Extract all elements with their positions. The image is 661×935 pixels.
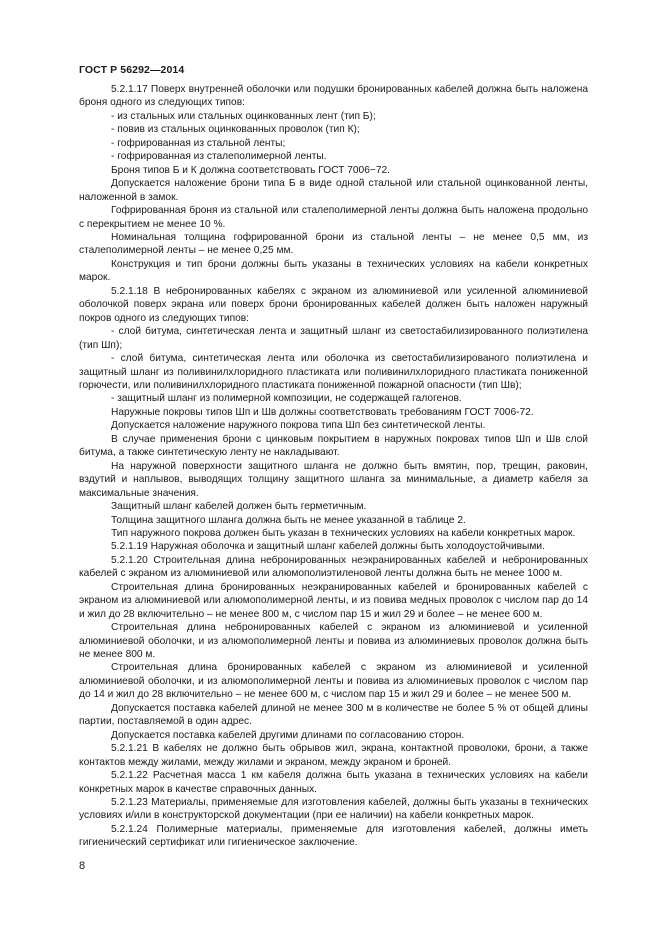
list-item-cover-halogen-free: - защитный шланг из полимерной композиции, не содержащей галогенов. <box>111 393 462 405</box>
document-body <box>79 83 588 850</box>
paragraph-armor-thickness: Номинальная толщина гофрированной брони из стальной ленты – не менее 0,5 мм, из сталеполимерной ленты – не менее 0,25 мм. <box>79 231 588 257</box>
paragraph-armor-spec: Конструкция и тип брони должны быть указаны в технических условиях на кабели конкретных марок. <box>79 258 588 284</box>
page-number: 8 <box>79 860 86 872</box>
paragraph-cover-spec: Тип наружного покрова должен быть указан в технических условиях на кабели конкретных марок. <box>111 527 576 539</box>
paragraph-sheath-surface: На наружной поверхности защитного шланга не должно быть вмятин, пор, трещин, раковин, вздутий и наплывов, выводящих толщину защитного шланга за минимальные, а диаметр кабеля за максимальные значения. <box>79 460 588 499</box>
paragraph-5-2-1-20: 5.2.1.20 Строительная длина небронированных неэкранированных кабелей и небронированных кабелей с экраном из алюминиевой или алюмополиэтиленовой ленты должна быть не менее 1000 м. <box>79 554 588 580</box>
paragraph-5-2-1-18: 5.2.1.18 В небронированных кабелях с экраном из алюминиевой или усиленной алюминиевой оболочкой поверх экрана или поверх брони бронированных кабелей должен быть наложен наружный покров одного из следующих типов: <box>79 285 588 324</box>
paragraph-armor-standard: Броня типов Б и К должна соответствовать ГОСТ 7006−72. <box>111 164 390 176</box>
list-item-armor-corrugated-steel: - гофрированная из стальной ленты; <box>111 137 286 149</box>
paragraph-5-2-1-17: 5.2.1.17 Поверх внутренней оболочки или подушки бронированных кабелей должна быть наложена броня одного из следующих типов: <box>79 84 588 109</box>
list-item-cover-shv: - слой битума, синтетическая лента или оболочка из светостабилизированого полиэтилена и защитный шланг из поливинилхлоридного пластиката или поливинилхлоридного пластиката пониженной горючести, или поливинилхлоридного пластиката пониженной пожарной опасности (тип Шв); <box>79 353 588 391</box>
paragraph-5-2-1-24: 5.2.1.24 Полимерные материалы, применяемые для изготовления кабелей, должны иметь гигиенический сертификат или гигиеническое заключение. <box>79 823 588 849</box>
paragraph-armor-overlap: Гофрированная броня из стальной или сталеполимерной ленты должна быть наложена продольно с перекрытием не менее 10 %. <box>79 205 588 230</box>
list-item-armor-wire: - повив из стальных оцинкованных проволок (тип К); <box>111 124 360 136</box>
paragraph-cover-zinc: В случае применения брони с цинковым покрытием в наружных покровах типов Шп и Шв слой битума, а также синтетическую ленту не накладывают. <box>79 433 588 459</box>
paragraph-armor-single-tape: Допускается наложение брони типа Б в виде одной стальной или стальной оцинкованной ленты, наложенной в замок. <box>79 178 588 203</box>
paragraph-length-armored: Строительная длина бронированных неэкранированных кабелей и бронированных кабелей с экраном из алюминиевой или алюмополимерной ленты, и из повива медных проволок с числом пар до 14 и жил до 28 включительно – не менее 800 м, с числом пар 15 и жил 29 и более – не менее 600 м. <box>79 581 588 620</box>
paragraph-5-2-1-23: 5.2.1.23 Материалы, применяемые для изготовления кабелей, должны быть указаны в технических условиях и/или в конструкторской документации (при ее наличии) на кабели конкретных марок. <box>79 797 588 822</box>
paragraph-5-2-1-22: 5.2.1.22 Расчетная масса 1 км кабеля должна быть указана в технических условиях на кабели конкретных марок в качестве справочных данных. <box>79 770 588 795</box>
paragraph-sheath-thickness: Толщина защитного шланга должна быть не менее указанной в таблице 2. <box>111 514 466 526</box>
list-item-armor-corrugated-steelpolymer: - гофрированная из сталеполимерной ленты. <box>111 151 327 163</box>
paragraph-cover-standard: Наружные покровы типов Шп и Шв должны соответствовать требованиям ГОСТ 7006-72. <box>111 406 534 418</box>
paragraph-length-unarmored-screened: Строительная длина небронированных кабелей с экраном из алюминиевой и усиленной алюминиевой оболочки, и из алюмополимерной ленты и повива из алюминиевых проволок должна быть не менее 800 м. <box>79 622 588 661</box>
paragraph-sheath-hermetic: Защитный шланг кабелей должен быть герметичным. <box>111 501 367 513</box>
paragraph-cover-no-tape: Допускается наложение наружного покрова типа Шп без синтетической ленты. <box>111 420 486 432</box>
list-item-cover-shp: - слой битума, синтетическая лента и защитный шланг из светостабилизированного полиэтилена (тип Шп); <box>79 326 588 351</box>
document-header: ГОСТ Р 56292—2014 <box>79 64 185 76</box>
paragraph-5-2-1-19: 5.2.1.19 Наружная оболочка и защитный шланг кабелей должны быть холодоустойчивыми. <box>111 541 545 553</box>
paragraph-length-other: Допускается поставка кабелей другими длинами по согласованию сторон. <box>111 729 465 741</box>
paragraph-length-short: Допускается поставка кабелей длиной не менее 300 м в количестве не более 5 % от общей длины партии, поставляемой в один адрес. <box>79 702 588 728</box>
paragraph-5-2-1-21: 5.2.1.21 В кабелях не должно быть обрывов жил, экрана, контактной проволоки, брони, а также контактов между жилами, между жилами и экраном, между экраном и броней. <box>79 743 588 768</box>
list-item-armor-tape: - из стальных или стальных оцинкованных лент (тип Б); <box>111 110 376 122</box>
paragraph-length-armored-screened: Строительная длина бронированных кабелей с экраном из алюминиевой и усиленной алюминиевой оболочки, и из алюмополимерной ленты и повива из алюминиевых проволок с числом пар до 14 и жил до 28 включительно – не менее 600 м, с числом пар 15 и жил 29 и более – не менее 500 м. <box>79 662 588 701</box>
